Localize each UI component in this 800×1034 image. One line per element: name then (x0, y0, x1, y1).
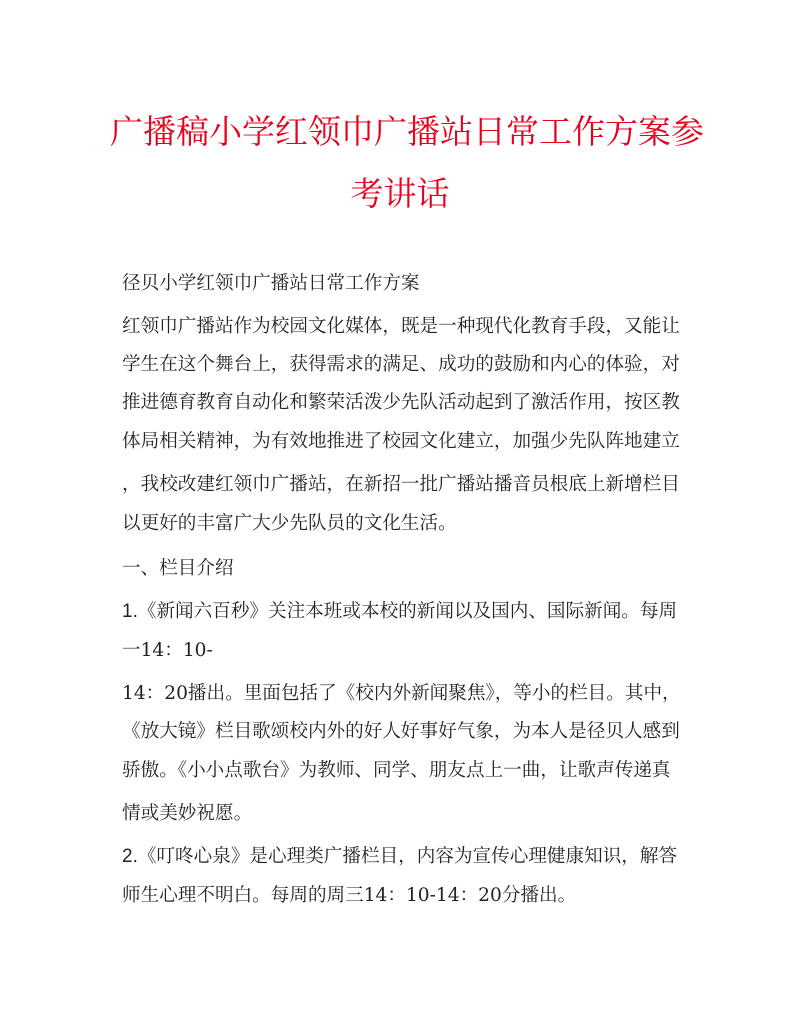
body-line: 学生在这个舞台上，获得需求的满足、成功的鼓励和内心的体验，对 (122, 354, 680, 375)
list-item-text: 《新闻六百秒》关注本班或本校的新闻以及国内、国际新闻。每周 (137, 601, 678, 622)
body-line: 师生心理不明白。每周的周三14：10-14：20分播出。 (122, 885, 577, 906)
document-title-line-1: 广播稿小学红领巾广播站日常工作方案参 (110, 112, 704, 151)
list-item-2 (122, 844, 677, 870)
body-line: 14：20播出。里面包括了《校内外新闻聚焦》，等小的栏目。其中， (122, 683, 681, 704)
list-item-number: 1. (122, 601, 138, 622)
list-item-number: 2. (122, 846, 138, 867)
body-line: ，我校改建红领巾广播站，在新招一批广播站播音员根底上新增栏目 (122, 474, 680, 495)
list-item-text: 《叮咚心泉》是心理类广播栏目，内容为宣传心理健康知识，解答 (137, 846, 678, 867)
body-line: 以更好的丰富广大少先队员的文化生活。 (122, 513, 457, 534)
body-line: 体局相关精神，为有效地推进了校园文化建立，加强少先队阵地建立 (122, 431, 680, 452)
document-title-line-2: 考讲话 (350, 174, 450, 213)
section-heading: 一、栏目介绍 (122, 558, 234, 579)
body-line: 情或美妙祝愿。 (122, 803, 253, 824)
list-item-1 (122, 599, 677, 625)
body-line: 一14：10- (122, 640, 213, 661)
body-line-subtitle: 径贝小学红领巾广播站日常工作方案 (122, 273, 420, 294)
body-line: 骄傲。《小小点歌台》为教师、同学、朋友点上一曲，让歌声传递真 (122, 760, 671, 781)
body-line: 推进德育教育自动化和繁荣活泼少先队活动起到了激活作用，按区教 (122, 392, 680, 413)
body-line: 《放大镜》栏目歌颂校内外的好人好事好气象，为本人是径贝人感到 (122, 721, 680, 742)
body-line: 红领巾广播站作为校园文化媒体，既是一种现代化教育手段，又能让 (122, 316, 680, 337)
